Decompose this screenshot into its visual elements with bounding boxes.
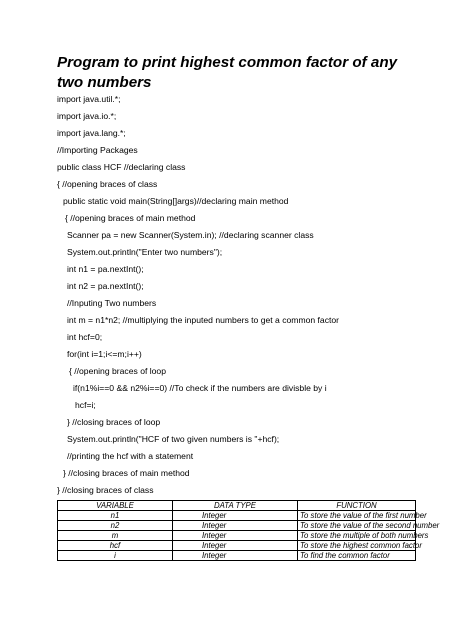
code-line: if(n1%i==0 && n2%i==0) //To check if the numbers are divisble by i bbox=[73, 383, 327, 393]
code-line: //Importing Packages bbox=[57, 145, 138, 155]
code-line: Scanner pa = new Scanner(System.in); //declaring scanner class bbox=[67, 230, 314, 240]
code-line: int n1 = pa.nextInt(); bbox=[67, 264, 144, 274]
cell-data-type: Integer bbox=[173, 521, 298, 531]
table-row bbox=[58, 521, 416, 531]
cell-variable: i bbox=[58, 551, 173, 561]
table-row bbox=[58, 531, 416, 541]
code-line: import java.io.*; bbox=[57, 111, 117, 121]
table-header-row bbox=[58, 501, 416, 511]
cell-variable: hcf bbox=[58, 541, 173, 551]
variable-table bbox=[57, 500, 440, 561]
table-row bbox=[58, 511, 416, 521]
cell-data-type: Integer bbox=[173, 541, 298, 551]
code-line: import java.util.*; bbox=[57, 94, 121, 104]
code-line: { //opening braces of main method bbox=[65, 213, 196, 223]
code-line: int n2 = pa.nextInt(); bbox=[67, 281, 144, 291]
code-line: public class HCF //declaring class bbox=[57, 162, 186, 172]
code-line: //printing the hcf with a statement bbox=[67, 451, 194, 461]
code-line: { //opening braces of class bbox=[57, 179, 158, 189]
table-row bbox=[58, 541, 416, 551]
cell-function: To store the value of the first number bbox=[298, 511, 416, 521]
cell-function: To store the highest common factor bbox=[298, 541, 416, 551]
table-row bbox=[58, 551, 416, 561]
cell-variable: n2 bbox=[58, 521, 173, 531]
cell-variable: m bbox=[58, 531, 173, 541]
code-line: int m = n1*n2; //multiplying the inputed numbers to get a common factor bbox=[67, 315, 340, 325]
code-line: } //closing braces of loop bbox=[67, 417, 161, 427]
cell-variable: n1 bbox=[58, 511, 173, 521]
document-title: Program to print highest common factor of any two numbers bbox=[57, 54, 398, 91]
cell-data-type: Integer bbox=[173, 531, 298, 541]
code-line: System.out.println("HCF of two given numbers is "+hcf); bbox=[67, 434, 280, 444]
code-line: } //closing braces of main method bbox=[63, 468, 190, 478]
header-function: FUNCTION bbox=[298, 501, 416, 511]
cell-function: To store the multiple of both numbers bbox=[298, 531, 416, 541]
code-line: } //closing braces of class bbox=[57, 485, 154, 495]
cell-function: To store the value of the second number bbox=[298, 521, 416, 531]
cell-data-type: Integer bbox=[173, 511, 298, 521]
code-line: //Inputing Two numbers bbox=[67, 298, 157, 308]
code-line: { //opening braces of loop bbox=[69, 366, 166, 376]
header-variable: VARIABLE bbox=[58, 501, 173, 511]
code-line: System.out.println("Enter two numbers"); bbox=[67, 247, 223, 257]
code-line: int hcf=0; bbox=[67, 332, 103, 342]
code-line: hcf=i; bbox=[75, 400, 96, 410]
cell-function: To find the common factor bbox=[298, 551, 416, 561]
cell-data-type: Integer bbox=[173, 551, 298, 561]
code-line: import java.lang.*; bbox=[57, 128, 126, 138]
code-line: public static void main(String[]args)//declaring main method bbox=[63, 196, 289, 206]
code-line: for(int i=1;i<=m;i++) bbox=[67, 349, 142, 359]
header-data-type: DATA TYPE bbox=[173, 501, 298, 511]
